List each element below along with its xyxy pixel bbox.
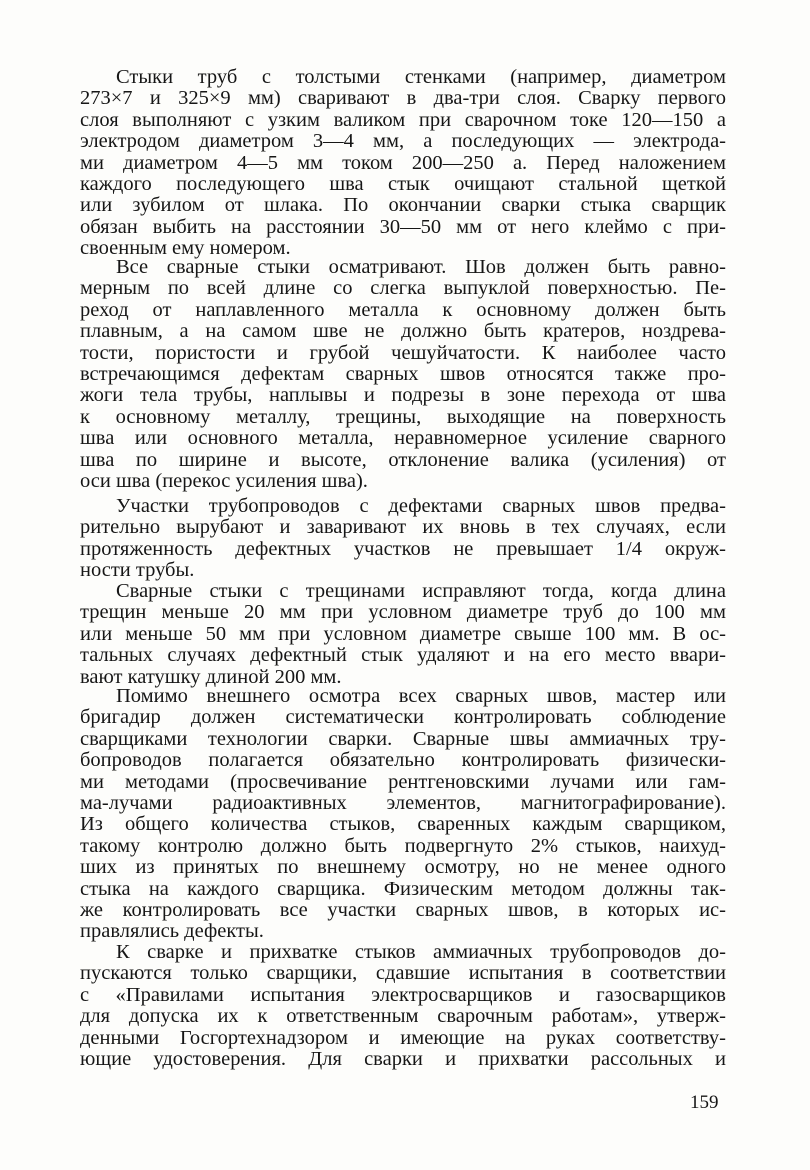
paragraph — [80, 942, 726, 1070]
paragraph — [80, 686, 726, 943]
text-line: трещин меньше 20 мм при условном диаметре труб до 100 мм — [80, 602, 726, 624]
text-line: ших из принятых по внешнему осмотру, но не менее одного — [80, 857, 726, 879]
text-line: слоя выполняют с узким валиком при сварочном токе 120—150 а — [80, 109, 726, 131]
text-line: стыка на каждого сварщика. Физическим методом должны так- — [80, 878, 726, 900]
text-line: ми методами (просвечивание рентгеновскими лучами или гам- — [80, 771, 726, 793]
text-line: или меньше 50 мм при условном диаметре свыше 100 мм. В ос- — [80, 623, 726, 645]
text-line: к основному металлу, трещины, выходящие на поверхность — [80, 406, 726, 428]
text-line: плавным, а на самом шве не должно быть кратеров, ноздрева- — [80, 321, 726, 343]
text-line: денными Госгортехнадзором и имеющие на руках соответству- — [80, 1027, 726, 1049]
text-line: мерным по всей длине со слегка выпуклой поверхностью. Пе- — [80, 278, 726, 300]
text-line: такому контролю должно быть подвергнуто 2% стыков, наихуд- — [80, 835, 726, 857]
text-line: с «Правилами испытания электросварщиков и газосварщиков — [80, 984, 726, 1006]
text-line: для допуска их к ответственным сварочным работам», утверж- — [80, 1006, 726, 1028]
text-line: оси шва (перекос усиления шва). — [80, 470, 368, 492]
text-line: правлялись дефекты. — [80, 921, 264, 943]
text-line: бригадир должен систематически контролировать соблюдение — [80, 707, 726, 729]
text-line: встречающимся дефектам сварных швов относятся также про- — [80, 363, 726, 385]
text-line: каждого последующего шва стык очищают стальной щеткой — [80, 173, 726, 195]
text-line: Все сварные стыки осматривают. Шов должен быть равно- — [116, 257, 726, 278]
text-line: ми диаметром 4—5 мм током 200—250 а. Перед наложением — [80, 152, 726, 174]
text-line: реход от наплавленного металла к основному должен быть — [80, 299, 726, 321]
text-line: К сварке и прихватке стыков аммиачных трубопроводов до- — [116, 942, 726, 963]
paragraph — [80, 257, 726, 492]
text-line: 273×7 и 325×9 мм) сваривают в два-три слоя. Сварку первого — [80, 88, 726, 110]
paragraph — [80, 67, 726, 260]
text-line: протяженность дефектных участков не превышает 1/4 окруж- — [80, 538, 726, 560]
text-line: ющие удостоверения. Для сварки и прихватки рассольных и — [80, 1048, 726, 1070]
text-line: сварщиками технологии сварки. Сварные швы аммиачных тру- — [80, 728, 726, 750]
text-line: пускаются только сварщики, сдавшие испытания в соответствии — [80, 963, 726, 985]
text-line: или зубилом от шлака. По окончании сварки стыка сварщик — [80, 195, 726, 217]
text-line: жоги тела трубы, наплывы и подрезы в зоне перехода от шва — [80, 385, 726, 407]
text-line: тальных случаях дефектный стык удаляют и на его место ввари- — [80, 645, 726, 667]
text-line: Стыки труб с толстыми стенками (например, диаметром — [116, 67, 726, 88]
paragraph — [80, 581, 726, 688]
text-line: ности трубы. — [80, 560, 195, 582]
text-line: Из общего количества стыков, сваренных каждым сварщиком, — [80, 814, 726, 836]
text-line: шва или основного металла, неравномерное усиление сварного — [80, 428, 726, 450]
text-line: ма-лучами радиоактивных элементов, магнитографирование). — [80, 792, 726, 814]
text-line: обязан выбить на расстоянии 30—50 мм от него клеймо с при- — [80, 216, 726, 238]
text-line: своенным ему номером. — [80, 238, 291, 260]
paragraph — [80, 496, 726, 582]
text-line: бопроводов полагается обязательно контролировать физически- — [80, 750, 726, 772]
text-line: рительно вырубают и заваривают их вновь в тех случаях, если — [80, 517, 726, 539]
text-line: электродом диаметром 3—4 мм, а последующих — электрода- — [80, 131, 726, 153]
text-line: Помимо внешнего осмотра всех сварных швов, мастер или — [116, 686, 726, 707]
page-number: 159 — [690, 1092, 719, 1113]
text-line: Сварные стыки с трещинами исправляют тогда, когда длина — [116, 581, 726, 602]
text-line: Участки трубопроводов с дефектами сварных швов предва- — [116, 496, 726, 517]
text-line: же контролировать все участки сварных швов, в которых ис- — [80, 899, 726, 921]
text-line: шва по ширине и высоте, отклонение валика (усиления) от — [80, 449, 726, 471]
text-line: тости, пористости и грубой чешуйчатости. К наиболее часто — [80, 342, 726, 364]
text-line: вают катушку длиной 200 мм. — [80, 666, 342, 688]
